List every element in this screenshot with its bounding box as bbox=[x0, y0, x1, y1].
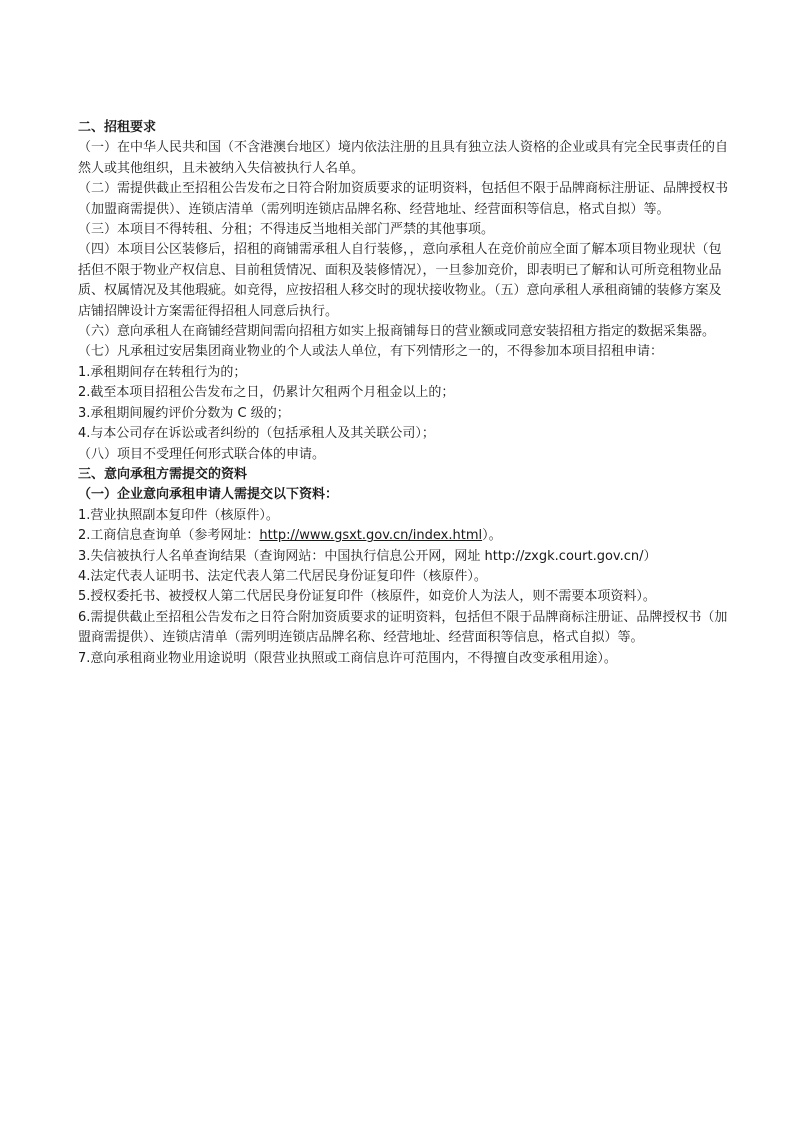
paragraph-requirement-8: （八）项目不受理任何形式联合体的申请。 bbox=[78, 446, 326, 462]
list-item: 7.意向承租商业物业用途说明（限营业执照或工商信息许可范围内，不得擅自改变承租用途）。 bbox=[78, 650, 617, 666]
paragraph-requirement-7: （七）凡承租过安居集团商业物业的个人或法人单位，有下列情形之一的，不得参加本项目招租申请： bbox=[78, 344, 664, 360]
list-item: 4.法定代表人证明书、法定代表人第二代居民身份证复印件（核原件）。 bbox=[78, 568, 487, 584]
list-item-text: ）。 bbox=[482, 528, 502, 544]
document-page bbox=[78, 118, 728, 669]
list-item: 2.截至本项目招租公告发布之日，仍累计欠租两个月租金以上的； bbox=[78, 385, 455, 401]
section-heading-required-documents: 三、意向承租方需提交的资料 bbox=[78, 466, 248, 482]
list-item: 4.与本公司存在诉讼或者纠纷的（包括承租人及其关联公司）； bbox=[78, 426, 435, 442]
list-item-text: 2.工商信息查询单（参考网址： bbox=[78, 528, 260, 544]
gsxt-link[interactable]: http://www.gsxt.gov.cn/index.html bbox=[259, 528, 483, 544]
paragraph-requirement-2: （二）需提供截止至招租公告发布之日符合附加资质要求的证明资料，包括但不限于品牌商标注册证、品牌授权书（加盟商需提供）、连锁店清单（需列明连锁店品牌名称、经营地址、经营面积等信息，格式自拟）等。 bbox=[78, 181, 729, 217]
list-item: 6.需提供截止至招租公告发布之日符合附加资质要求的证明资料，包括但不限于品牌商标注册证、品牌授权书（加盟商需提供）、连锁店清单（需列明连锁店品牌名称、经营地址、经营面积等信息，格式自拟）等。 bbox=[78, 609, 728, 646]
subheading-enterprise-applicant: （一）企业意向承租申请人需提交以下资料： bbox=[78, 487, 339, 503]
list-item: 3.失信被执行人名单查询结果（查询网站：中国执行信息公开网，网址 http://zxgk.court.gov.cn/） bbox=[78, 548, 657, 564]
paragraph-requirement-3: （三）本项目不得转租、分租；不得违反当地相关部门严禁的其他事项。 bbox=[78, 222, 495, 238]
list-item: 1.承租期间存在转租行为的； bbox=[78, 364, 247, 380]
list-item-business-info bbox=[78, 526, 728, 546]
list-item: 3.承租期间履约评价分数为 C 级的； bbox=[78, 405, 290, 421]
paragraph-requirement-1: （一）在中华人民共和国（不含港澳台地区）境内依法注册的且具有独立法人资格的企业或具有完全民事责任的自然人或其他组织，且未被纳入失信被执行人名单。 bbox=[78, 140, 729, 176]
paragraph-requirement-4-5: （四）本项目公区装修后，招租的商铺需承租人自行装修，，意向承租人在竞价前应全面了解本项目物业现状（包括但不限于物业产权信息、目前租赁情况、面积及装修情况），一旦参加竞价，即表明已了解和认可所竞租物业品质、权属情况及其他瑕疵。如竞得，应按招租人移交时的现状接收物业。（五）意向承租人承租商铺的装修方案及店铺招牌设计方案需征得招租人同意后执行。 bbox=[78, 242, 722, 319]
list-item: 1.营业执照副本复印件（核原件）。 bbox=[78, 507, 279, 523]
paragraph-requirement-6: （六）意向承租人在商铺经营期间需向招租方如实上报商铺每日的营业额或同意安装招租方指定的数据采集器。 bbox=[78, 324, 716, 340]
list-item: 5.授权委托书、被授权人第二代居民身份证复印件（核原件，如竞价人为法人，则不需要本项资料）。 bbox=[78, 589, 656, 605]
section-heading-rental-requirements: 二、招租要求 bbox=[78, 120, 157, 135]
